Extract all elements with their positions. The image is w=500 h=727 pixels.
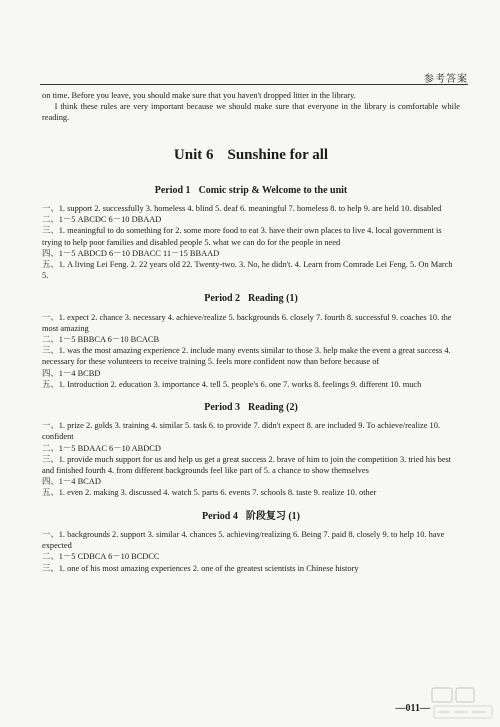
period-heading: Period 4 <box>202 510 238 522</box>
unit-number: Unit 6 <box>173 146 214 163</box>
period-title <box>42 402 460 413</box>
answer-line: 一、1. expect 2. chance 3. necessary 4. achieve/realize 5. backgrounds 6. closely 7. fourth 8. successful 9. coaches 10. the most amazing <box>42 312 452 333</box>
period-subtitle: 阶段复习 (1) <box>245 510 300 522</box>
answer-line: 二、1－5 BDAAC 6－10 ABDCD <box>42 443 161 453</box>
header-label: 参考答案 <box>424 74 468 85</box>
answer-line: 三、1. one of his most amazing experiences 2. one of the greatest scientists in Chinese history <box>42 563 359 573</box>
answer-line: 五、1. Introduction 2. education 3. importance 4. tell 5. people's 6. one 7. works 8. feelings 9. different 10. much <box>42 379 422 389</box>
answer-line: 五、1. even 2. making 3. discussed 4. watch 5. parts 6. events 7. schools 8. taste 9. realize 10. other <box>42 488 377 498</box>
period-subtitle: Reading (2) <box>248 402 298 414</box>
intro-paragraph: I think these rules are very important because we should make sure that everyone in the library is comfortable while reading. <box>42 102 460 123</box>
answer-line: 一、1. support 2. successfully 3. homeless 4. blind 5. deaf 6. meaningful 7. homeless 8. to help 9. are held 10. disabled <box>42 204 442 214</box>
answer-line: 四、1－5 ABDCD 6－10 DBACC 11－15 BBAAD <box>42 248 220 258</box>
unit-title <box>42 146 460 163</box>
period-heading: Period 3 <box>204 402 241 414</box>
period-title <box>42 185 460 196</box>
answer-line: 二、1－5 ABCDC 6－10 DBAAD <box>42 215 162 225</box>
page-number: —011— <box>395 703 430 714</box>
answer-line: 一、1. prize 2. golds 3. training 4. similar 5. task 6. to provide 7. didn't expect 8. are included 9. To achieve/realize 10. confident <box>42 421 441 442</box>
answer-line: 三、1. meaningful to do something for 2. some more food to eat 3. have their own places to live 4. local government is trying to help poor families and disabled people 5. what we can do for the people in need <box>42 226 442 247</box>
answer-line: 五、1. A living Lei Feng. 2. 22 years old 22. Twenty-two. 3. No, he didn't. 4. Learn from Comrade Lei Feng. 5. On March 5. <box>42 260 453 281</box>
answer-line: 四、1－4 BCAD <box>42 477 101 487</box>
answer-line: 一、1. backgrounds 2. support 3. similar 4. chances 5. achieving/realizing 6. Being 7. paid 8. closely 9. to help 10. have expected <box>42 529 445 551</box>
answer-line: 三、1. was the most amazing experience 2. include many events similar to those 3. help make the event a great success 4. necessary for these volunteers to receive training 5. feels more confident now than before because of <box>42 346 451 367</box>
answer-line: 四、1－4 BCBD <box>42 368 101 378</box>
unit-name: Sunshine for all <box>227 146 329 163</box>
answer-line: 三、1. provide much support for us and help us get a great success 2. brave of him to join the competition 3. tried his best and finished fourth 4. from different backgrounds feel like part of 5. a chance to show themselves <box>42 454 452 476</box>
page-content <box>42 90 460 574</box>
header-divider <box>40 84 468 85</box>
period-subtitle: Comic strip & Welcome to the unit <box>198 184 348 196</box>
intro-line: on time. Before you leave, you should make sure that you haven't dropped litter in the library. <box>42 91 356 100</box>
period-subtitle: Reading (1) <box>248 293 298 305</box>
period-title <box>42 293 460 304</box>
watermark-logo-icon <box>428 682 498 722</box>
period-heading: Period 1 <box>154 184 191 196</box>
answer-line: 二、1－5 CDBCA 6－10 BCDCC <box>42 552 160 562</box>
period-heading: Period 2 <box>204 293 241 305</box>
answer-line: 二、1－5 BBBCA 6－10 BCACB <box>42 335 160 345</box>
period-title <box>42 511 460 522</box>
